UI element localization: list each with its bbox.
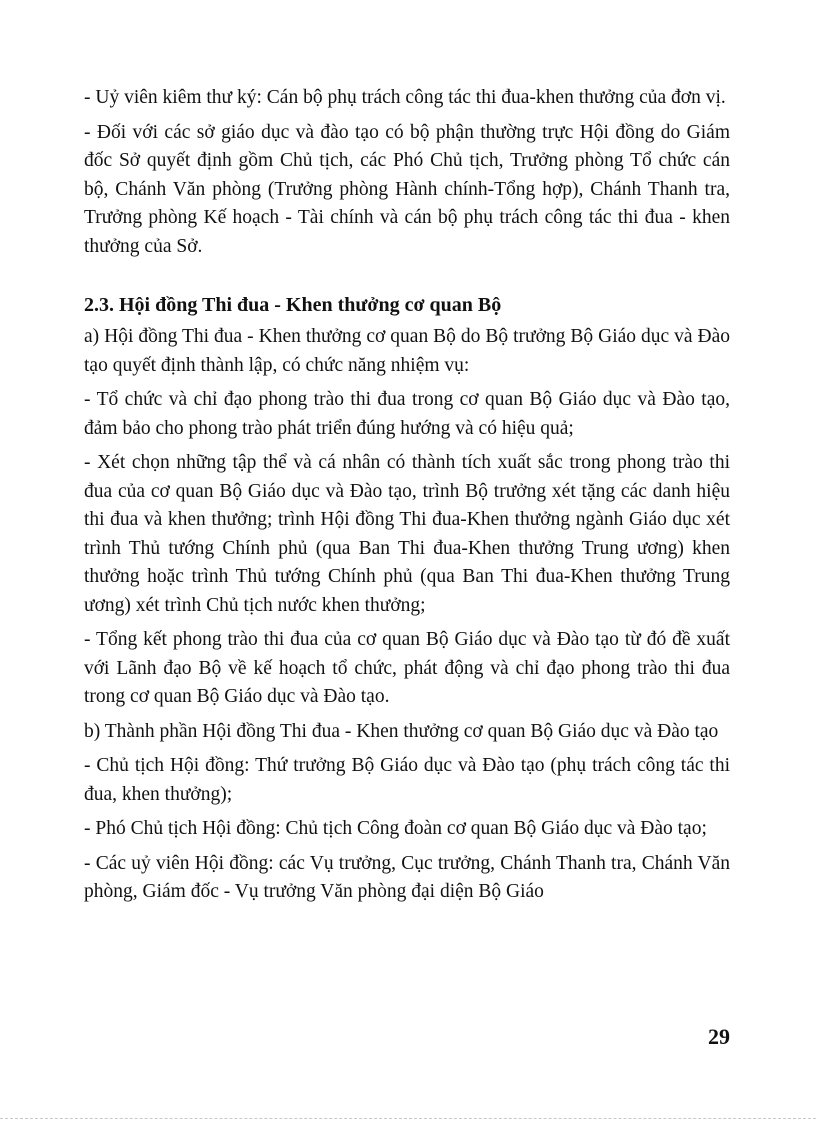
paragraph-standing-council: - Đối với các sở giáo dục và đào tạo có bộ phận thường trực Hội đồng do Giám đốc Sở quyết định gồm Chủ tịch, các Phó Chủ tịch, Trưởng phòng Tổ chức cán bộ, Chánh Văn phòng (Trưởng phòng Hành chính-Tổng hợp), Chánh Thanh tra, Trưởng phòng Kế hoạch - Tài chính và cán bộ phụ trách công tác thi đua - khen thưởng của Sở. (84, 121, 730, 257)
paragraph-secretary-member: - Uỷ viên kiêm thư ký: Cán bộ phụ trách công tác thi đua-khen thưởng của đơn vị. (84, 87, 726, 108)
paragraph-duty-select: - Xét chọn những tập thể và cá nhân có thành tích xuất sắc trong phong trào thi đua của cơ quan Bộ Giáo dục và Đào tạo, trình Bộ trưởng xét tặng các danh hiệu thi đua và khen thưởng; trình Hội đồng Thi đua-Khen thưởng ngành Giáo dục xét trình Thủ tướng Chính phủ (qua Ban Thi đua-Khen thưởng Trung ương) khen thưởng hoặc trình Thủ tướng Chính phủ (qua Ban Thi đua-Khen thưởng Trung ương) xét trình Chủ tịch nước khen thưởng; (84, 452, 730, 616)
paragraph-council-purpose: a) Hội đồng Thi đua - Khen thưởng cơ quan Bộ do Bộ trưởng Bộ Giáo dục và Đào tạo quyết định thành lập, có chức năng nhiệm vụ: (84, 326, 730, 376)
document-page (84, 84, 730, 913)
paragraph-duty-organize: - Tổ chức và chỉ đạo phong trào thi đua trong cơ quan Bộ Giáo dục và Đào tạo, đảm bảo cho phong trào phát triển đúng hướng và có hiệu quả; (84, 389, 730, 439)
paragraph-chairman: - Chủ tịch Hội đồng: Thứ trưởng Bộ Giáo dục và Đào tạo (phụ trách công tác thi đua, khen thưởng); (84, 755, 730, 805)
page-bottom-divider (0, 1118, 816, 1119)
section-heading: 2.3. Hội đồng Thi đua - Khen thưởng cơ quan Bộ (84, 294, 502, 316)
page-number: 29 (708, 1024, 730, 1049)
paragraph-vice-chairman: - Phó Chủ tịch Hội đồng: Chủ tịch Công đoàn cơ quan Bộ Giáo dục và Đào tạo; (84, 818, 707, 839)
paragraph-members: - Các uỷ viên Hội đồng: các Vụ trưởng, Cục trưởng, Chánh Thanh tra, Chánh Văn phòng, Giám đốc - Vụ trưởng Văn phòng đại diện Bộ Giáo (84, 852, 730, 902)
paragraph-council-composition: b) Thành phần Hội đồng Thi đua - Khen thưởng cơ quan Bộ Giáo dục và Đào tạo (84, 720, 719, 742)
paragraph-duty-summarize: - Tổng kết phong trào thi đua của cơ quan Bộ Giáo dục và Đào tạo từ đó đề xuất với Lãnh đạo Bộ về kế hoạch tổ chức, phát động và chỉ đạo phong trào thi đua trong cơ quan Bộ Giáo dục và Đào tạo. (84, 629, 730, 707)
